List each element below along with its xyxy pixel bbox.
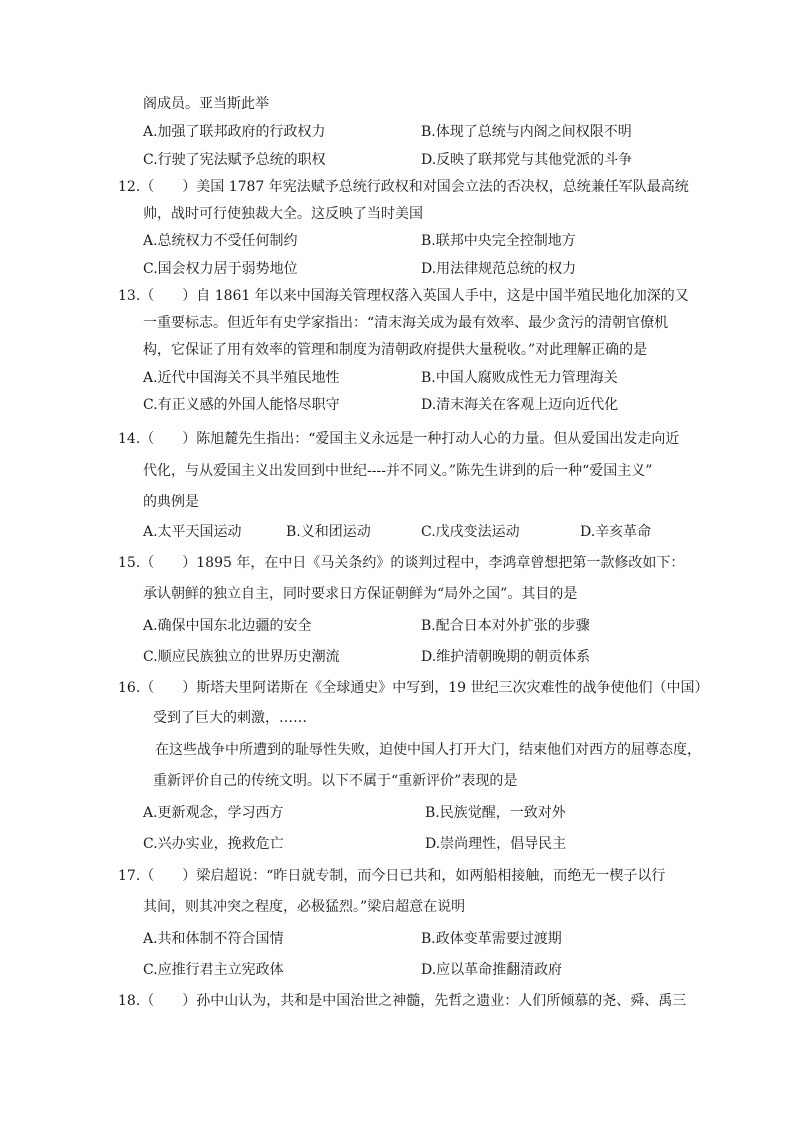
q17-stem-line1: 17.（ ）梁启超说：“昨日就专制，而今日已共和，如两船相接触，而绝无一楔子以行 [118,868,666,884]
q15-option-c: C.顺应民族独立的世界历史潮流 [143,649,340,665]
q13-option-a: A.近代中国海关不具半殖民地性 [143,370,340,386]
q17-option-c: C.应推行君主立宪政体 [143,962,284,978]
q17-stem-line2: 其间，则其冲突之程度，必极猛烈。”梁启超意在说明 [143,899,466,915]
q16-quote-line1: 在这些战争中所遭到的耻辱性失败，迫使中国人打开大门，结束他们对西方的屈尊态度， [155,742,701,758]
q16-quote-line2: 重新评价自己的传统文明。以下不属于“重新评价”表现的是 [153,773,518,789]
q15-stem-line2: 承认朝鲜的独立自主，同时要求日方保证朝鲜为“局外之国”。其目的是 [143,586,578,602]
q13-option-b: B.中国人腐败成性无力管理海关 [421,370,618,386]
q12-stem-line2: 帅，战时可行使独裁大全。这反映了当时美国 [143,206,423,222]
q17-option-a: A.共和体制不符合国情 [143,931,284,947]
q16-option-a: A.更新观念，学习西方 [143,805,284,821]
q14-stem-line1: 14.（ ）陈旭麓先生指出：“爱国主义永远是一种打动人心的力量。但从爱国出发走向近 [118,431,680,447]
q17-option-d: D.应以革命推翻清政府 [421,962,563,978]
q15-option-a: A.确保中国东北边疆的安全 [143,618,312,634]
q15-stem-line1: 15.（ ）1895 年，在中日《马关条约》的谈判过程中，李鸿章曾想把第一款修改如下： [118,555,685,571]
q13-option-d: D.清末海关在客观上迈向近代化 [421,397,619,413]
q14-stem-line2: 代化，与从爱国主义出发回到中世纪----并不同义。”陈先生讲到的后一种“爱国主义” [143,463,653,479]
q13-stem-line2: 一重要标志。但近年有史学家指出：“清末海关成为最有效率、最少贪污的清朝官僚机 [143,315,669,331]
q16-stem-line2: 受到了巨大的刺激，…… [153,710,307,726]
q14-stem-line3: 的典例是 [143,494,199,510]
q17-option-b: B.政体变革需要过渡期 [421,931,562,947]
q15-option-b: B.配合日本对外扩张的步骤 [421,618,590,634]
q16-option-d: D.崇尚理性，倡导民主 [425,836,567,852]
q13-stem-line3: 构，它保证了用有效率的管理和制度为清朝政府提供大量税收。”对此理解正确的是 [143,342,648,358]
q13-option-c: C.有正义感的外国人能恪尽职守 [143,397,340,413]
q12-option-d: D.用法律规范总统的权力 [421,261,577,277]
q14-option-c: C.戊戌变法运动 [421,524,520,540]
q12-option-b: B.联邦中央完全控制地方 [421,233,576,249]
q14-option-b: B.义和团运动 [286,524,371,540]
q14-option-a: A.太平天国运动 [143,524,242,540]
q16-option-c: C.兴办实业，挽救危亡 [143,836,284,852]
q11-option-c: C.行驶了宪法赋予总统的职权 [143,152,326,168]
q12-stem-line1: 12.（ ）美国 1787 年宪法赋予总统行政权和对国会立法的否决权，总统兼任军队最高统 [118,179,689,195]
q11-option-d: D.反映了联邦党与其他党派的斗争 [421,152,633,168]
q11-stem-tail: 阁成员。亚当斯此举 [143,96,269,112]
q11-option-a: A.加强了联邦政府的行政权力 [143,124,326,140]
q14-option-d: D.辛亥革命 [580,524,652,540]
q13-stem-line1: 13.（ ）自 1861 年以来中国海关管理权落入英国人手中，这是中国半殖民地化加深的又 [118,288,689,304]
q12-option-c: C.国会权力居于弱势地位 [143,261,298,277]
q16-stem-line1: 16.（ ）斯塔夫里阿诺斯在《全球通史》中写到，19 世纪三次灾难性的战争使他们（中国） [118,680,709,696]
q11-option-b: B.体现了总统与内阁之间权限不明 [421,124,632,140]
q12-option-a: A.总统权力不受任何制约 [143,233,298,249]
q15-option-d: D.维护清朝晚期的朝贡体系 [421,649,591,665]
q18-stem-line1: 18.（ ）孙中山认为，共和是中国治世之神髓，先哲之遗业：人们所倾慕的尧、舜、禹三 [118,993,687,1009]
q16-option-b: B.民族觉醒，一致对外 [425,805,566,821]
